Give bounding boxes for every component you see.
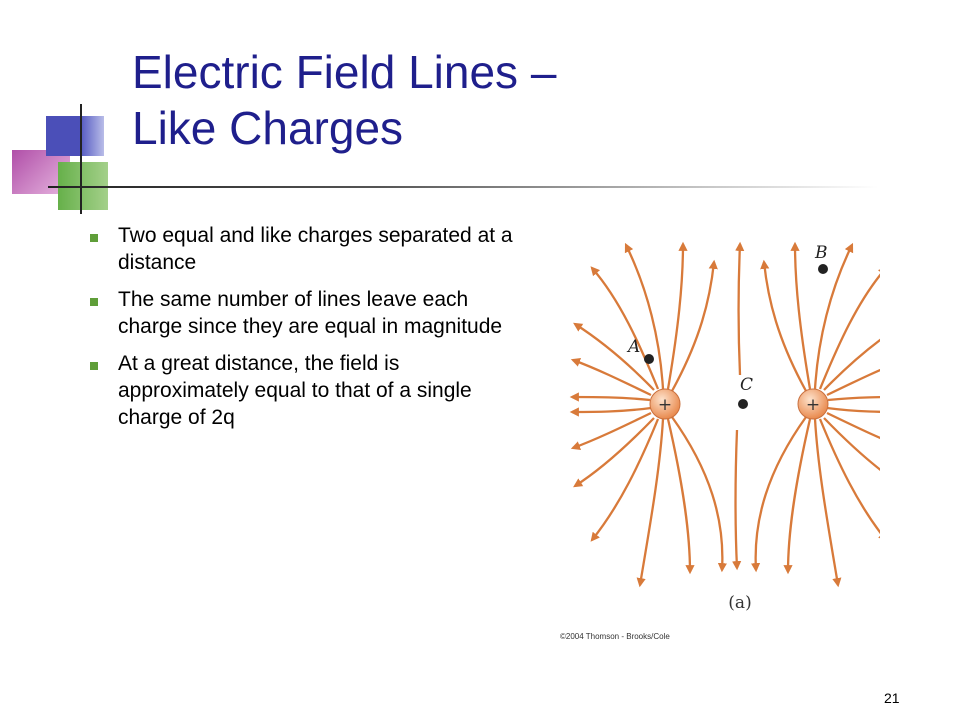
- field-line: [788, 419, 810, 572]
- charge-left-sign: +: [657, 395, 673, 415]
- field-line: [820, 419, 880, 540]
- point-b-dot: [818, 264, 828, 274]
- slide-title: [132, 44, 556, 156]
- decor-blue-square: [46, 116, 82, 156]
- point-b-label: B: [815, 243, 828, 263]
- copyright-text: ©2004 Thomson - Brooks/Cole: [560, 632, 670, 641]
- field-lines-group: [572, 244, 880, 585]
- bullet-item: [90, 350, 530, 431]
- field-lines-figure: [560, 228, 880, 618]
- decor-blue-fade-square: [82, 116, 104, 156]
- field-line: [572, 397, 650, 400]
- bullet-text: At a great distance, the field is approximately equal to that of a single charge of 2q: [118, 352, 472, 429]
- field-line: [815, 419, 838, 585]
- field-line: [640, 419, 663, 585]
- title-line-1: Electric Field Lines –: [132, 46, 557, 98]
- field-line: [795, 244, 810, 389]
- bullet-square-icon: [90, 362, 98, 370]
- page-number: 21: [884, 690, 900, 706]
- bullet-square-icon: [90, 298, 98, 306]
- bullet-list: [90, 222, 530, 441]
- figure-caption: (a): [728, 593, 752, 613]
- title-underline-rule: [48, 186, 878, 188]
- title-line-2: Like Charges: [132, 102, 404, 154]
- field-line: [736, 430, 738, 568]
- decor-vertical-rule: [80, 104, 82, 214]
- field-line: [739, 244, 741, 375]
- field-line: [820, 268, 880, 389]
- field-line: [672, 417, 722, 570]
- field-line: [573, 413, 651, 448]
- point-a-dot: [644, 354, 654, 364]
- point-c-label: C: [740, 375, 754, 395]
- field-line: [827, 408, 880, 412]
- point-c-dot: [738, 399, 748, 409]
- bullet-item: [90, 222, 530, 276]
- field-line: [824, 418, 880, 486]
- field-line: [575, 324, 654, 390]
- field-line: [572, 408, 651, 412]
- field-line: [575, 418, 654, 486]
- field-line: [828, 397, 880, 400]
- field-line: [756, 417, 806, 570]
- field-line: [668, 419, 690, 572]
- bullet-text: The same number of lines leave each charge since they are equal in magnitude: [118, 288, 503, 338]
- field-line: [573, 360, 651, 395]
- bullet-item: [90, 286, 530, 340]
- charge-right-sign: +: [805, 395, 821, 415]
- field-line: [668, 244, 683, 389]
- bullet-text: Two equal and like charges separated at a distance: [118, 224, 513, 274]
- bullet-square-icon: [90, 234, 98, 242]
- point-a-label: A: [628, 337, 641, 357]
